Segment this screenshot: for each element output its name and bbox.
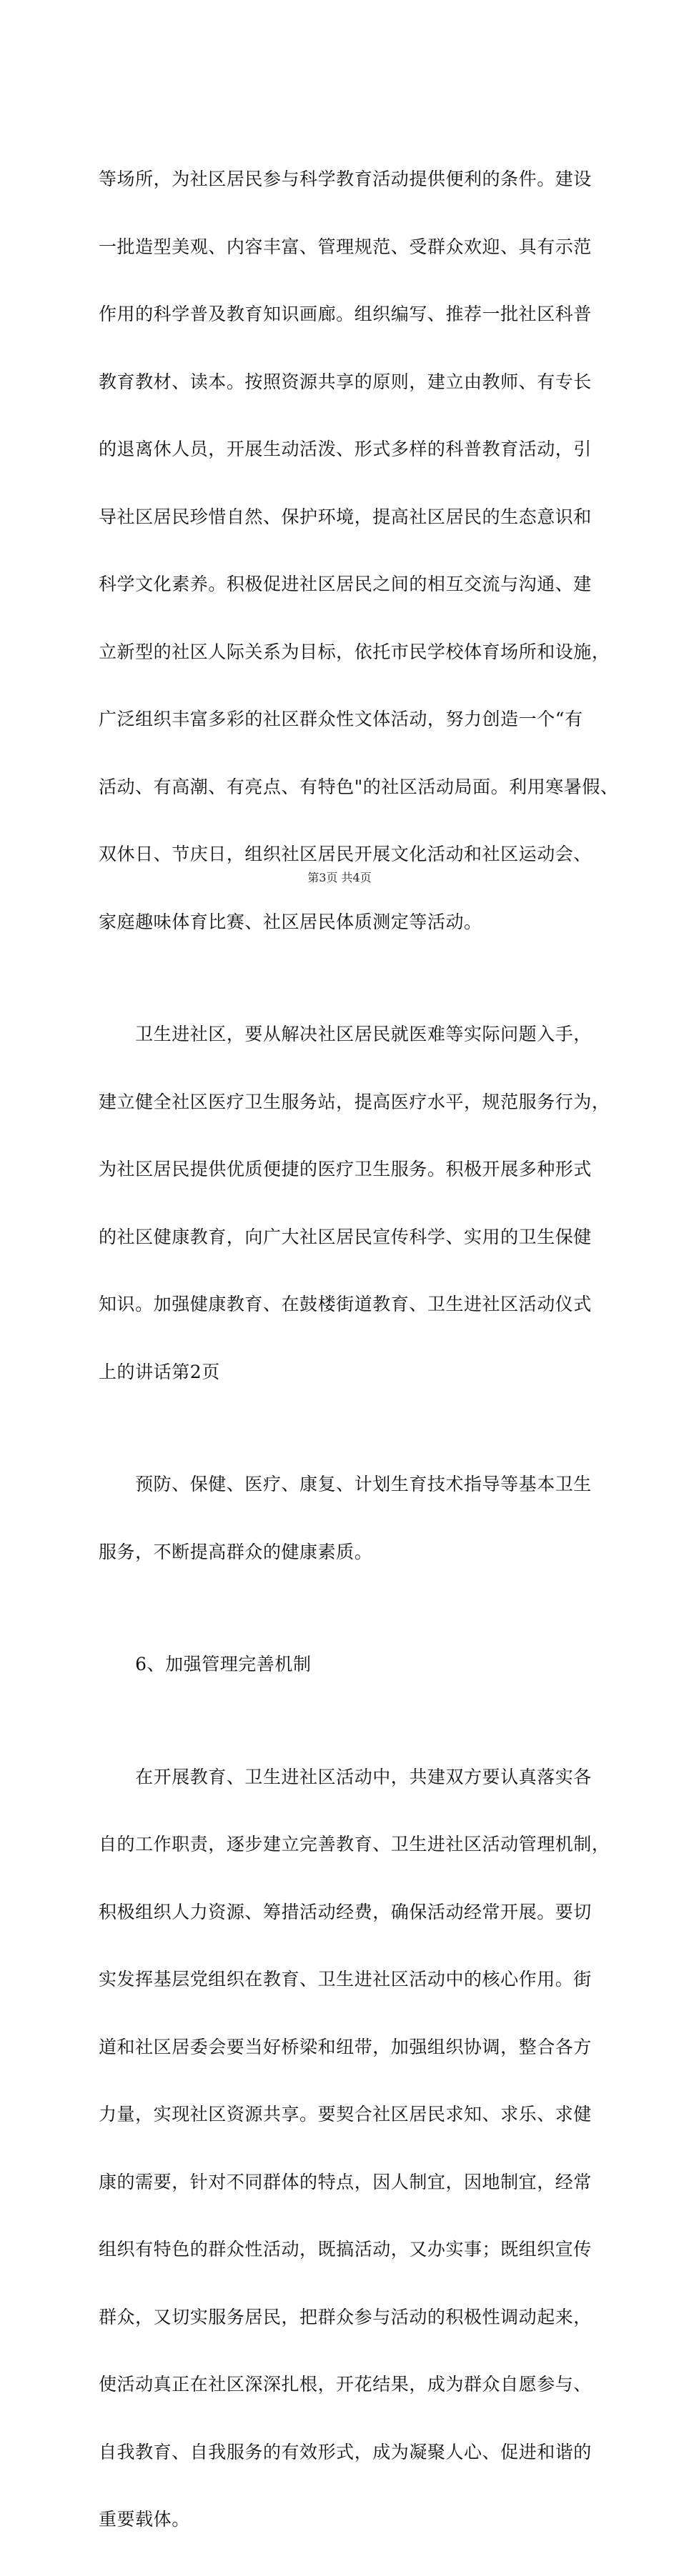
text-line: 的退离休人员，开展生动活泼、形式多样的科普教育活动，引 bbox=[99, 439, 592, 459]
page-footer: 第3页 共4页 bbox=[307, 871, 372, 884]
text-line: 的社区健康教育，向广大社区居民宣传科学、实用的卫生保健 bbox=[99, 1226, 592, 1247]
text-line: 在开展教育、卫生进社区活动中，共建双方要认真落实各 bbox=[99, 1766, 592, 1787]
text-line: 重要载体。 bbox=[99, 2509, 190, 2530]
text-line: 预防、保健、医疗、康复、计划生育技术指导等基本卫生 bbox=[99, 1474, 592, 1494]
paragraph-management bbox=[99, 1721, 610, 2576]
text-line: 使活动真正在社区深深扎根，开花结果，成为群众自愿参与、 bbox=[99, 2374, 592, 2395]
section-heading bbox=[99, 1608, 585, 1721]
paragraph-health-community bbox=[99, 978, 610, 1428]
text-line: 卫生进社区，要从解决社区居民就医难等实际问题入手， bbox=[99, 1024, 592, 1044]
text-line: 科学文化素养。积极促进社区居民之间的相互交流与沟通、建 bbox=[99, 574, 592, 594]
text-line: 一批造型美观、内容丰富、管理规范、受群众欢迎、具有示范 bbox=[99, 236, 592, 257]
text-line: 为社区居民提供优质便捷的医疗卫生服务。积极开展多种形式 bbox=[99, 1159, 592, 1179]
text-line: 上的讲话第2页 bbox=[99, 1361, 220, 1382]
text-line: 广泛组织丰富多彩的社区群众性文体活动，努力创造一个“有 bbox=[99, 709, 583, 729]
text-line: 活动、有高潮、有亮点、有特色"的社区活动局面。利用寒暑假、 bbox=[99, 776, 619, 797]
text-line: 力量，实现社区资源共享。要契合社区居民求知、求乐、求健 bbox=[99, 2104, 592, 2125]
text-line: 建立健全社区医疗卫生服务站，提高医疗水平，规范服务行为， bbox=[99, 1091, 610, 1112]
text-line: 道和社区居委会要当好桥梁和纽带，加强组织协调，整合各方 bbox=[99, 2036, 592, 2057]
text-line: 积极组织人力资源、筹措活动经费，确保活动经常开展。要切 bbox=[99, 1901, 592, 1922]
text-line: 家庭趣味体育比赛、社区居民体质测定等活动。 bbox=[99, 911, 482, 932]
text-line: 服务，不断提高群众的健康素质。 bbox=[99, 1541, 373, 1562]
text-line: 群众，又切实服务居民，把群众参与活动的积极性调动起来， bbox=[99, 2306, 592, 2327]
text-line: 等场所，为社区居民参与科学教育活动提供便利的条件。建设 bbox=[99, 169, 592, 189]
text-line: 6、加强管理完善机制 bbox=[99, 1654, 312, 1674]
text-line: 导社区居民珍惜自然、保护环境，提高社区居民的生态意识和 bbox=[99, 506, 592, 527]
text-line: 知识。加强健康教育、在鼓楼街道教育、卫生进社区活动仪式 bbox=[99, 1294, 592, 1314]
text-line: 教育教材、读本。按照资源共享的原则，建立由教师、有专长 bbox=[99, 371, 592, 392]
paragraph-prevention bbox=[99, 1428, 592, 1608]
text-line: 作用的科学普及教育知识画廊。组织编写、推荐一批社区科普 bbox=[99, 304, 592, 324]
document-body bbox=[99, 123, 619, 2576]
text-line: 立新型的社区人际关系为目标，依托市民学校体育场所和设施， bbox=[99, 641, 610, 662]
text-line: 自我教育、自我服务的有效形式，成为凝聚人心、促进和谐的 bbox=[99, 2441, 592, 2462]
text-line: 实发挥基层党组织在教育、卫生进社区活动中的核心作用。街 bbox=[99, 1969, 592, 1990]
paragraph-community-science bbox=[99, 123, 619, 978]
text-line: 康的需要，针对不同群体的特点，因人制宜，因地制宜，经常 bbox=[99, 2171, 592, 2192]
text-line: 自的工作职责，逐步建立完善教育、卫生进社区活动管理机制， bbox=[99, 1834, 610, 1854]
text-line: 双休日、节庆日，组织社区居民开展文化活动和社区运动会、 bbox=[99, 844, 592, 864]
text-line: 组织有特色的群众性活动，既搞活动，又办实事；既组织宣传 bbox=[99, 2239, 592, 2260]
